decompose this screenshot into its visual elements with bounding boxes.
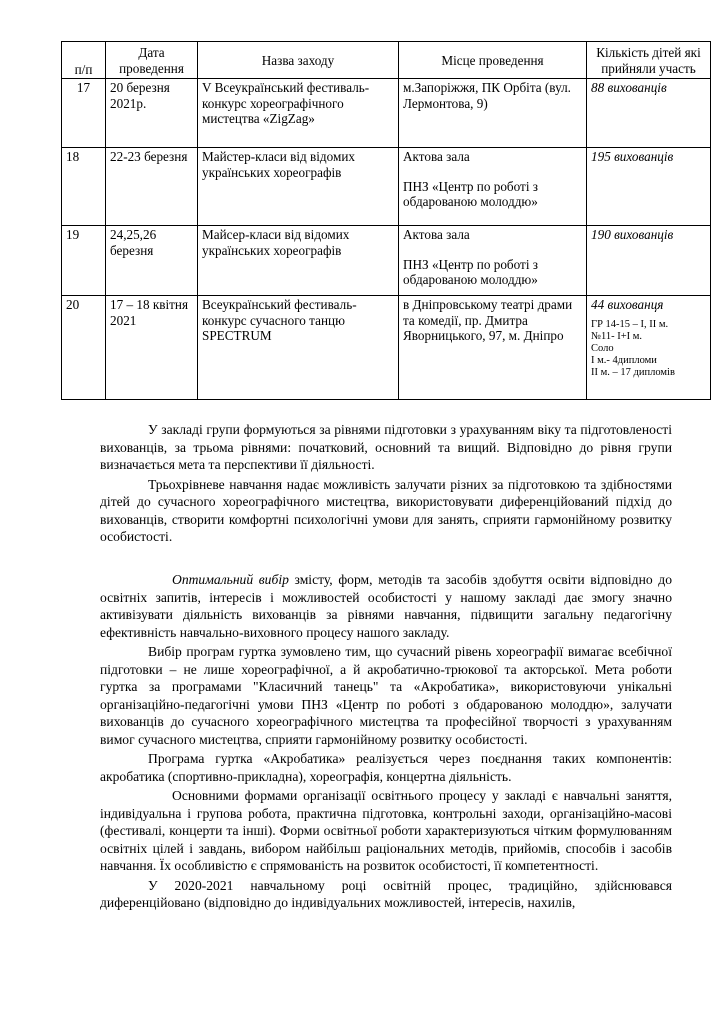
table-row: [62, 79, 711, 148]
header-count: Кількість дітей які прийняли участь: [587, 42, 711, 79]
row-num: 18: [62, 148, 106, 226]
place-line-2: ПНЗ «Центр по роботі з обдарованою молоддю»: [403, 178, 538, 210]
place-line-1: Актова зала: [403, 149, 470, 164]
table-row: [62, 296, 711, 400]
row-name: V Всеукраїнський фестиваль-конкурс хореографічного мистецтва «ZigZag»: [198, 79, 399, 148]
row-place: [399, 226, 587, 296]
paragraph: Програма гуртка «Акробатика» реалізується через поєднання таких компонентів: акробатика (спортивно-прикладна), хореографія, концертна діяльність.: [100, 751, 672, 784]
row-num: 20: [62, 296, 106, 400]
text-block-1: [100, 421, 672, 548]
row-num: 19: [62, 226, 106, 296]
header-date: Дата проведення: [106, 42, 198, 79]
place-line-1: Актова зала: [403, 227, 470, 242]
row-date: 20 березня 2021р.: [106, 79, 198, 148]
row-name: Майстер-класи від відомих українських хореографів: [198, 148, 399, 226]
count-detail: ГР 14-15 – І, ІІ м.: [591, 318, 669, 330]
table-row: [62, 148, 711, 226]
count-detail: Соло: [591, 342, 614, 354]
row-name: Всеукраїнський фестиваль-конкурс сучасного танцю SPECTRUM: [198, 296, 399, 400]
row-place: в Дніпровському театрі драми та комедії, пр. Дмитра Яворницького, 97, м. Дніпро: [399, 296, 587, 400]
paragraph-rest: змісту, форм, методів та засобів здобуття освіти відповідно до освітніх запитів, інтересів і можливостей особистості у нашому закладі дає змогу значно активізувати діяльність вихованців за рівнями навчання, підвищити загальну педагогічну ефективність навчально-виховного процесу нашого закладу.: [100, 572, 672, 640]
header-place: Місце проведення: [399, 42, 587, 79]
row-date: 17 – 18 квітня 2021: [106, 296, 198, 400]
place-line-2: ПНЗ «Центр по роботі з обдарованою молоддю»: [403, 256, 538, 288]
row-num: 17: [62, 79, 106, 148]
table-row: [62, 226, 711, 296]
count-value: 44 вихованця: [591, 297, 664, 312]
row-count: 88 вихованців: [587, 79, 711, 148]
row-place: [399, 148, 587, 226]
row-name: Майсер-класи від відомих українських хореографів: [198, 226, 399, 296]
row-date: 22-23 березня: [106, 148, 198, 226]
paragraph: У 2020-2021 навчальному році освітній процес, традиційно, здійснювався диференційовано (відповідно до індивідуальних можливостей, інтересів, нахилів,: [100, 877, 672, 910]
table-header-row: [62, 42, 711, 79]
paragraph: У закладі групи формуються за рівнями підготовки з урахуванням віку та підготовленості вихованців, за трьома рівнями: початковий, основний та вищий. Відповідно до рівня групи визначається мета та перспективи її діяльності.: [100, 422, 672, 472]
row-count: 190 вихованців: [587, 226, 711, 296]
row-place: м.Запоріжжя, ПК Орбіта (вул. Лермонтова, 9): [399, 79, 587, 148]
count-detail: ІІ м. – 17 дипломів: [591, 366, 675, 378]
row-count: [587, 296, 711, 400]
header-num: п/п: [62, 42, 106, 79]
count-detail: №11- І+І м.: [591, 330, 643, 342]
paragraph-lead: Оптимальний вибір: [172, 572, 289, 587]
header-name: Назва заходу: [198, 42, 399, 79]
paragraph: Основними формами організації освітнього процесу у закладі є навчальні заняття, індивідуальна і групова робота, практична підготовка, контрольні заходи, організаційно-масові (фестивалі, концерти та інші). Форми освітньої роботи характеризуються чітким формулюванням освітніх цілей і завдань, вибором найбільш раціональних методів, прийомів, способів і засобів навчання. Їх особливістю є спрямованість на розвиток особистості, її компетентності.: [100, 788, 672, 873]
events-table: [61, 41, 711, 400]
paragraph: [100, 571, 672, 641]
paragraph: Трьохрівневе навчання надає можливість залучати різних за підготовкою та здібностями дітей до сучасного хореографічного мистецтва, використовувати диференційований підхід до вихованців, створити комфортні психологічні умови для занять, сприяти гармонійному розвитку особистості.: [100, 476, 672, 544]
row-count: 195 вихованців: [587, 148, 711, 226]
count-detail: І м.- 4дипломи: [591, 354, 657, 366]
row-date: 24,25,26 березня: [106, 226, 198, 296]
paragraph: Вибір програм гуртка зумовлено тим, що сучасний рівень хореографії вимагає всебічної підготовки – не лише хореографічної, а й акробатично-трюкової та акторської. Мета роботи гуртка за програмами "Класичний танець" та «Акробатика», використовуючи унікальні організаційно-педагогічні умови ПНЗ «Центр по роботі з обдарованою молоддю», залучати вихованців до сучасного хореографічного мистецтва та професійної творчості з урахуванням вимог сучасного мистецтва, сприяти гармонійному розвитку особистості.: [100, 644, 672, 747]
text-block-2: [100, 571, 672, 914]
